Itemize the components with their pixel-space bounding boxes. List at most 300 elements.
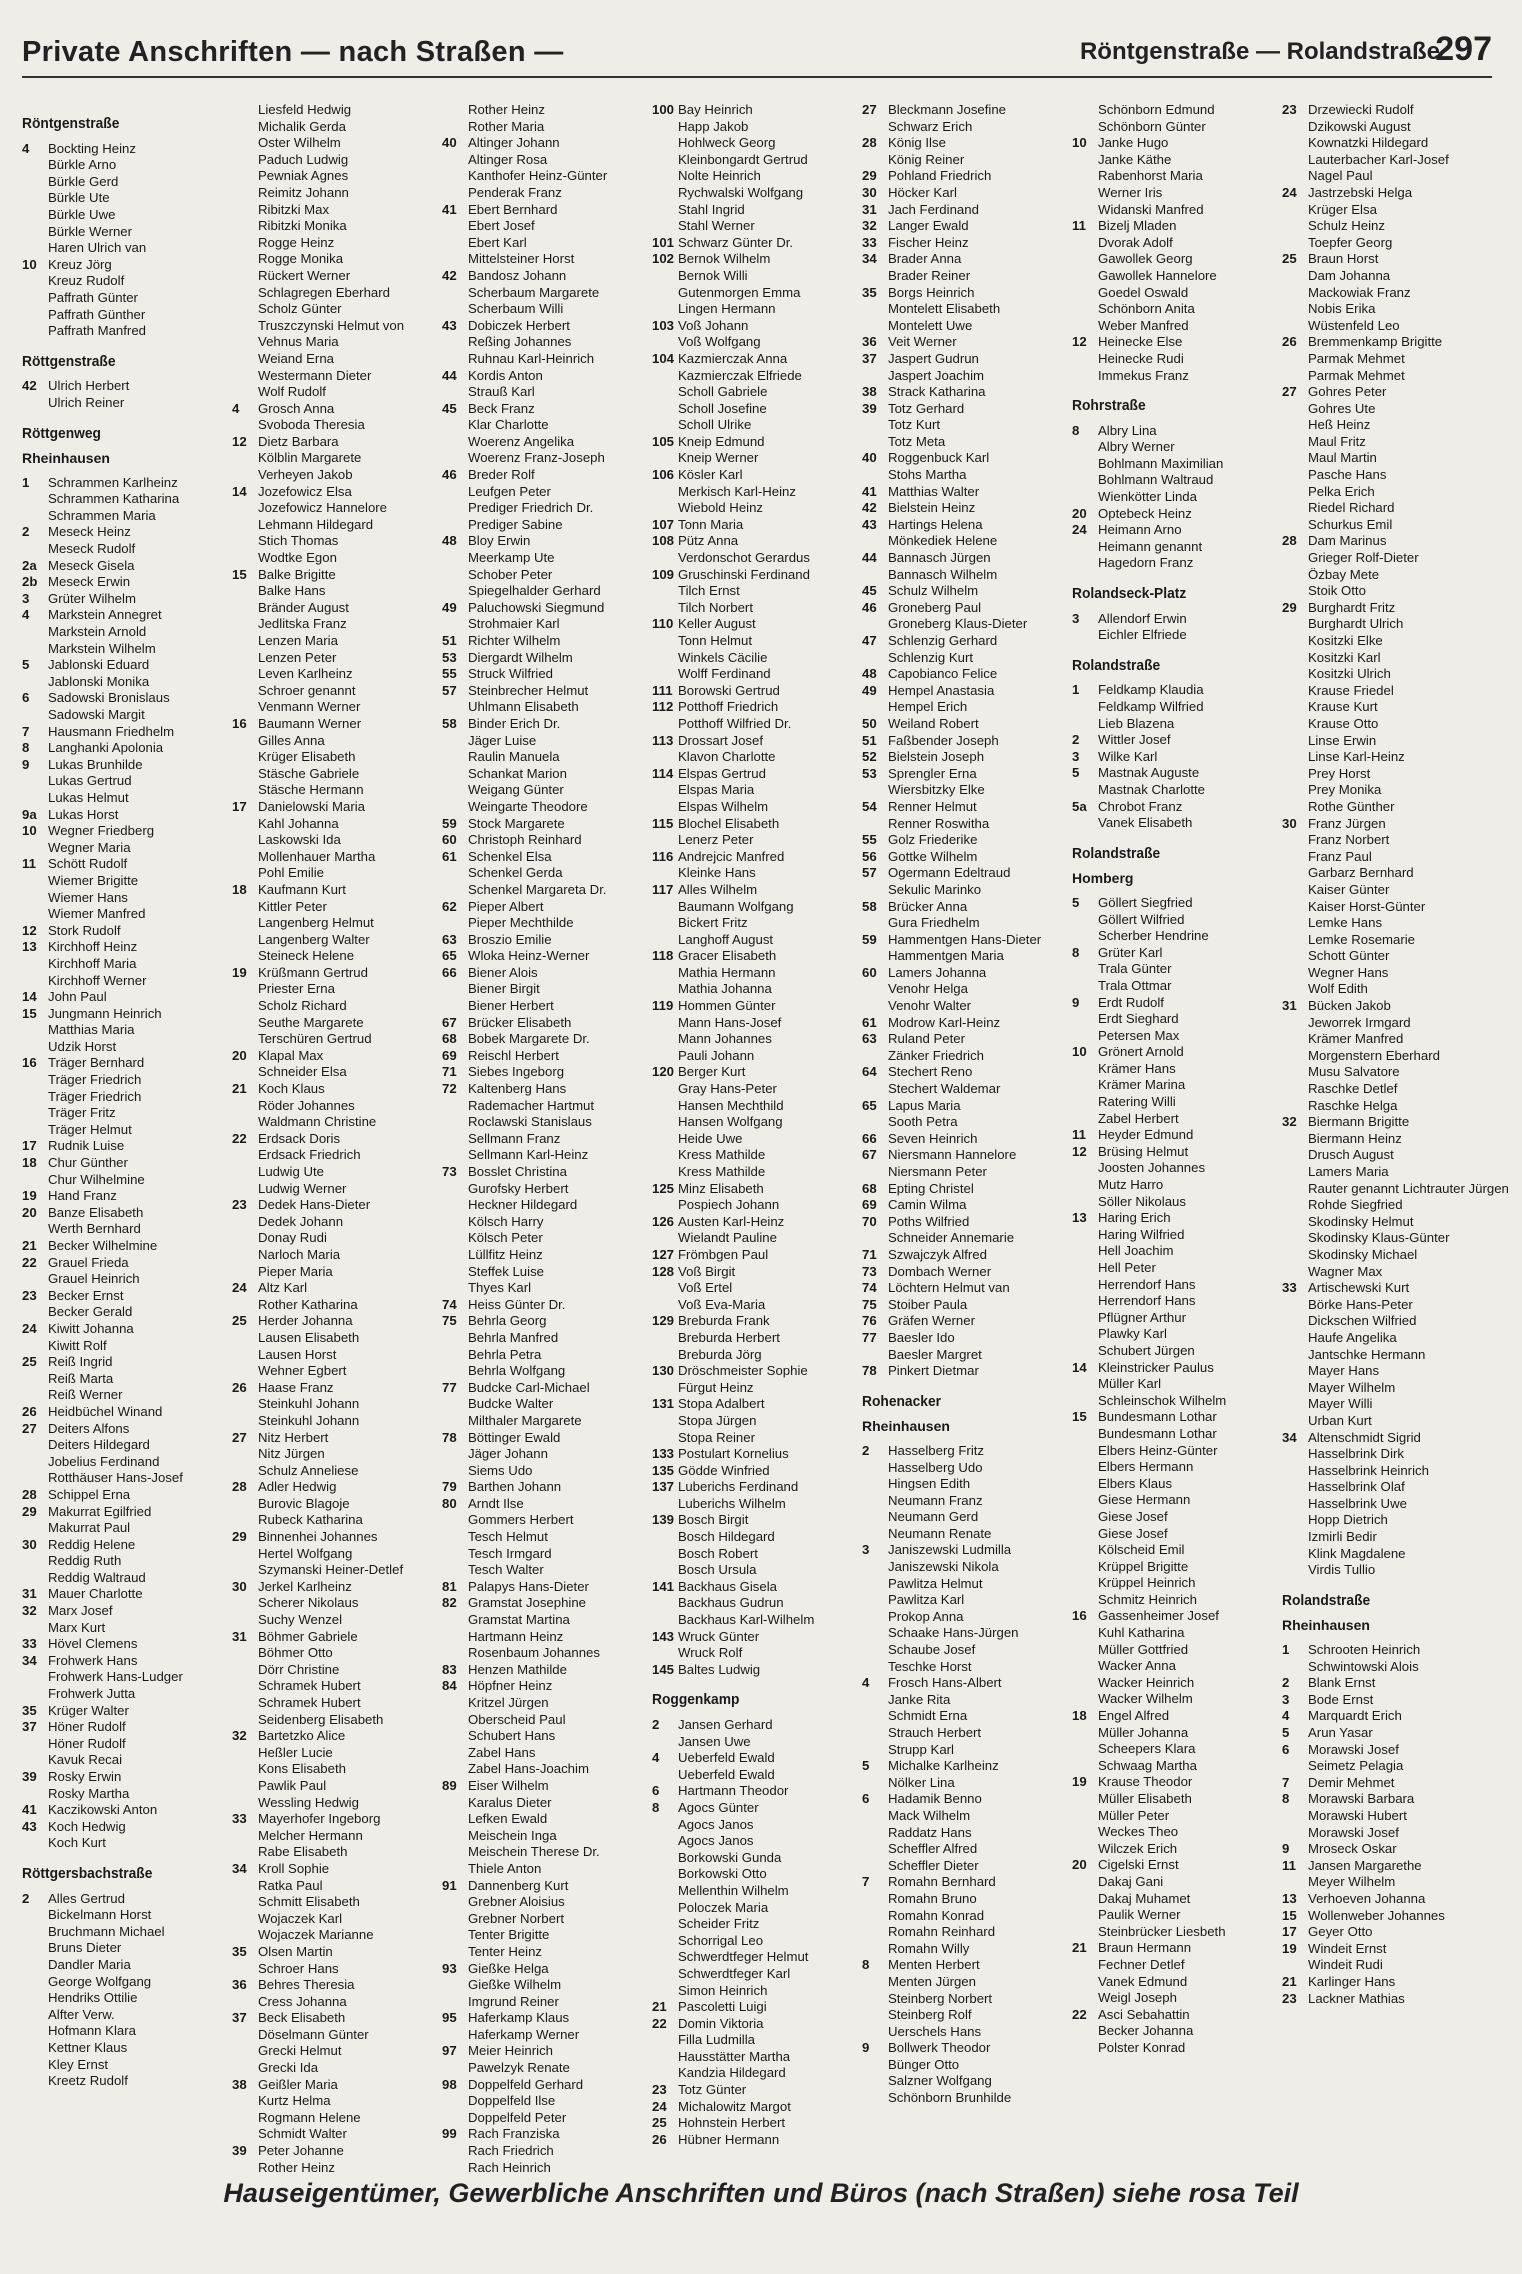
resident-name: Grecki Ida [258,2060,319,2076]
resident-name: Berger Kurt [678,1064,746,1080]
house-number: 24 [1072,522,1087,538]
resident-name: Erdsack Doris [258,1130,341,1146]
resident-entry [1072,1343,1272,1360]
house-number: 89 [442,1777,457,1793]
resident-name: Dakaj Gani [1098,1873,1164,1889]
resident-entry [652,1529,852,1546]
resident-name: Venohr Walter [888,998,972,1014]
resident-name: Haufe Angelika [1308,1329,1397,1345]
resident-name: Verheyen Jakob [258,467,353,483]
house-number: 97 [442,2043,457,2059]
resident-name: Pelka Erich [1308,483,1375,499]
resident-entry [232,500,432,517]
house-number: 114 [652,765,674,781]
resident-name: Kazmierczak Elfriede [678,367,802,383]
resident-entry [442,1114,642,1131]
house-number: 36 [862,334,877,350]
resident-name: Romahn Bernhard [888,1874,996,1890]
resident-name: Schulz Heinz [1308,218,1385,234]
resident-name: Maul Fritz [1308,433,1366,449]
resident-name: Koch Kurt [48,1835,106,1851]
resident-entry [232,268,432,285]
resident-entry [1072,2007,1272,2024]
resident-name: Meseck Erwin [48,574,131,590]
resident-entry [22,1072,222,1089]
resident-name: Langer Ewald [888,218,969,234]
resident-name: Ludwig Werner [258,1180,347,1196]
resident-entry [652,334,852,351]
resident-name: Breburda Frank [678,1313,770,1329]
resident-name: Grieger Rolf-Dieter [1308,550,1419,566]
resident-entry [862,749,1062,766]
resident-name: Schaube Josef [888,1642,976,1658]
resident-name: Haring Wilfried [1098,1226,1185,1242]
resident-entry [22,1404,222,1421]
resident-entry [1072,1376,1272,1393]
resident-name: Elspas Wilhelm [678,798,769,814]
resident-entry [232,434,432,451]
house-number: 21 [232,1081,247,1097]
resident-entry [862,1313,1062,1330]
resident-entry [1282,1064,1482,1081]
house-number: 69 [442,1047,457,1063]
resident-name: Jozefowicz Hannelore [258,500,388,516]
resident-name: Jach Ferdinand [888,201,979,217]
resident-name: Wruck Günter [678,1628,760,1644]
resident-entry [1282,899,1482,916]
resident-entry [442,1147,642,1164]
resident-entry [232,334,432,351]
resident-entry [232,1579,432,1596]
house-number: 13 [1282,1890,1297,1906]
resident-name: Tenter Heinz [468,1943,543,1959]
resident-entry [1072,102,1272,119]
resident-name: Rotthäuser Hans-Josef [48,1470,183,1486]
resident-name: Müller Johanna [1098,1724,1189,1740]
resident-name: Wehner Egbert [258,1363,347,1379]
house-number: 137 [652,1479,675,1495]
house-number: 39 [232,2143,247,2159]
resident-name: Kiwitt Rolf [48,1337,107,1353]
resident-name: Jobelius Ferdinand [48,1453,160,1469]
resident-entry [862,135,1062,152]
resident-entry [652,1114,852,1131]
resident-entry [652,2082,852,2099]
resident-name: Drzewiecki Rudolf [1308,102,1414,117]
resident-entry [232,1297,432,1314]
resident-name: Ratka Paul [258,1877,323,1893]
house-number: 59 [862,931,877,947]
resident-name: Morawski Josef [1308,1824,1399,1840]
resident-name: Dickschen Wilfried [1308,1313,1417,1329]
resident-name: Bloy Erwin [468,533,531,549]
resident-name: Simon Heinrich [678,1982,768,1998]
resident-entry [862,1526,1062,1543]
house-number: 53 [442,649,457,665]
resident-name: Balke Hans [258,583,326,599]
house-number: 110 [652,616,674,632]
resident-name: Rudnik Luise [48,1138,125,1154]
resident-name: Schroer genannt [258,682,356,698]
resident-name: Makurrat Egilfried [48,1503,152,1519]
resident-entry [22,790,222,807]
resident-name: Altz Karl [258,1280,308,1296]
house-number: 11 [1072,218,1086,234]
resident-name: Hausmann Friedhelm [48,723,175,739]
resident-name: Ribitzki Monika [258,218,347,234]
resident-name: Jantschke Hermann [1308,1346,1426,1362]
resident-entry [862,1197,1062,1214]
resident-entry [1072,1144,1272,1161]
resident-name: Wolf Edith [1308,981,1368,997]
resident-entry [22,1321,222,1338]
resident-name: Lausen Elisabeth [258,1329,360,1345]
resident-entry [1282,533,1482,550]
resident-entry [442,1795,642,1812]
house-number: 113 [652,732,674,748]
resident-entry [442,616,642,633]
resident-name: Scholl Gabriele [678,384,768,400]
resident-entry [1282,384,1482,401]
resident-entry [1282,1197,1482,1214]
resident-name: Schlenzig Kurt [888,649,974,665]
house-number: 4 [22,607,30,623]
resident-entry [652,1446,852,1463]
resident-name: Agocs Günter [678,1799,759,1815]
resident-entry [232,633,432,650]
resident-entry [1282,965,1482,982]
resident-name: Gray Hans-Peter [678,1081,777,1097]
house-number: 61 [862,1014,877,1030]
house-number: 6 [862,1791,870,1807]
resident-name: Haferkamp Klaus [468,2010,570,2026]
resident-name: Steinkuhl Johann [258,1412,360,1428]
resident-name: Wüstenfeld Leo [1308,317,1400,333]
resident-entry [232,1280,432,1297]
resident-entry [862,268,1062,285]
resident-name: Barthen Johann [468,1479,562,1495]
resident-name: Schwaag Martha [1098,1757,1197,1773]
resident-name: Özbay Mete [1308,566,1380,582]
resident-entry [1072,1542,1272,1559]
resident-entry [1282,666,1482,683]
resident-entry [1282,235,1482,252]
resident-entry [232,1147,432,1164]
resident-name: Jaspert Gudrun [888,350,979,366]
resident-entry [652,484,852,501]
resident-entry [442,1214,642,1231]
resident-name: Jablonski Monika [48,673,150,689]
resident-name: Schmidt Walter [258,2126,347,2142]
resident-name: Kleinke Hans [678,865,756,881]
resident-entry [442,1264,642,1281]
resident-name: Grüter Karl [1098,944,1163,960]
resident-name: Schubert Hans [468,1728,556,1744]
resident-entry [1072,168,1272,185]
resident-name: Giese Josef [1098,1525,1168,1541]
resident-entry [442,2010,642,2027]
resident-name: Strupp Karl [888,1741,954,1757]
resident-name: Scherber Hendrine [1098,928,1209,944]
resident-name: Heinecke Else [1098,334,1183,350]
resident-entry [1072,1127,1272,1144]
resident-entry [22,1138,222,1155]
resident-entry [22,1304,222,1321]
resident-entry [442,1562,642,1579]
resident-name: Mathia Johanna [678,981,772,997]
resident-entry [652,1264,852,1281]
resident-name: Kreuz Rudolf [48,273,125,289]
street-heading: Röttgenstraße [22,352,116,370]
house-number: 125 [652,1180,675,1196]
resident-entry [442,135,642,152]
house-number: 34 [232,1860,247,1876]
resident-entry [442,1529,642,1546]
resident-name: Grönert Arnold [1098,1044,1184,1060]
resident-entry [1282,1330,1482,1347]
resident-entry [1282,1675,1482,1692]
resident-entry [232,1363,432,1380]
house-number: 27 [1282,384,1297,400]
resident-name: Keller August [678,616,756,632]
resident-name: Vehnus Maria [258,334,339,350]
resident-name: Frosch Hans-Albert [888,1675,1002,1691]
resident-name: Richter Wilhelm [468,633,561,648]
resident-entry [442,1861,642,1878]
resident-entry [442,1131,642,1148]
resident-name: Marx Kurt [48,1619,106,1635]
resident-name: Poths Wilfried [888,1213,970,1229]
resident-name: Grüter Wilhelm [48,590,136,606]
house-number: 31 [22,1586,37,1602]
resident-entry [232,716,432,733]
resident-entry [22,307,222,324]
resident-entry [652,1817,852,1834]
house-number: 4 [22,140,30,156]
resident-name: Hempel Erich [888,699,968,715]
resident-entry [232,417,432,434]
resident-entry [652,1546,852,1563]
resident-entry [652,1496,852,1513]
resident-name: Hasselberg Fritz [888,1442,985,1458]
house-number: 2 [1282,1675,1290,1691]
resident-entry [1282,882,1482,899]
resident-entry [862,1181,1062,1198]
resident-name: Wloka Heinz-Werner [468,948,590,964]
resident-name: Träger Helmut [48,1121,132,1137]
resident-name: Bosch Birgit [678,1512,749,1528]
resident-entry [442,832,642,849]
resident-entry [862,583,1062,600]
resident-name: Krämer Manfred [1308,1031,1404,1047]
resident-entry [1072,539,1272,556]
resident-entry [1282,1991,1482,2008]
resident-name: Kneip Edmund [678,433,765,449]
house-number: 73 [862,1263,877,1279]
resident-name: Pütz Anna [678,533,739,549]
resident-entry [232,1961,432,1978]
resident-name: Raschke Helga [1308,1097,1398,1113]
house-number: 66 [862,1130,877,1146]
resident-name: Schmitt Elisabeth [258,1894,360,1910]
resident-entry [862,915,1062,932]
house-number: 46 [442,467,457,483]
resident-entry [442,1247,642,1264]
resident-entry [1282,1446,1482,1463]
resident-name: Gutenmorgen Emma [678,284,801,300]
resident-name: Totz Kurt [888,417,941,433]
resident-entry [1072,456,1272,473]
resident-entry [442,351,642,368]
resident-entry [652,1230,852,1247]
resident-name: Pospiech Johann [678,1197,780,1213]
resident-name: Narloch Maria [258,1246,341,1262]
resident-entry [232,998,432,1015]
house-number: 30 [232,1578,247,1594]
resident-name: Wegner Friedberg [48,823,155,839]
resident-entry [22,1570,222,1587]
resident-name: Krüger Elisabeth [258,749,356,765]
resident-name: Stahl Werner [678,218,755,234]
resident-name: König Reiner [888,151,965,167]
resident-name: Kreuz Jörg [48,256,112,272]
resident-name: Backhaus Gisela [678,1578,777,1594]
house-number: 74 [442,1296,457,1312]
resident-entry [1282,1941,1482,1958]
resident-entry [862,1048,1062,1065]
resident-name: Binder Erich Dr. [468,715,561,731]
house-number: 38 [862,384,877,400]
house-number: 40 [862,450,877,466]
resident-entry [1072,1260,1272,1277]
resident-name: Pflügner Arthur [1098,1309,1186,1325]
resident-name: Wojaczek Karl [258,1910,343,1926]
resident-name: Nobis Erika [1308,301,1376,317]
resident-name: Rohde Siegfried [1308,1197,1403,1213]
house-number: 129 [652,1313,675,1329]
resident-name: Ulrich Reiner [48,394,125,410]
resident-entry [442,517,642,534]
resident-name: Diergardt Wilhelm [468,649,573,665]
resident-name: Kirchhoff Heinz [48,939,138,955]
resident-entry [22,1089,222,1106]
house-number: 8 [1072,944,1080,960]
resident-name: Sellmann Franz [468,1130,561,1146]
house-number: 43 [22,1818,37,1834]
resident-name: Werner Iris [1098,184,1163,200]
resident-name: Cigelski Ernst [1098,1857,1179,1873]
resident-name: Potthoff Wilfried Dr. [678,715,792,731]
resident-name: Morgenstern Eberhard [1308,1047,1440,1063]
resident-entry [232,467,432,484]
resident-name: Gawollek Georg [1098,251,1193,267]
resident-name: Liesfeld Hedwig [258,102,352,117]
resident-entry [22,1371,222,1388]
resident-entry [1282,434,1482,451]
resident-entry [1282,600,1482,617]
resident-entry [862,600,1062,617]
resident-name: Börke Hans-Peter [1308,1296,1413,1312]
resident-name: Schwarz Erich [888,118,973,134]
resident-name: Verhoeven Johanna [1308,1890,1426,1906]
resident-entry [232,1811,432,1828]
resident-entry [862,1675,1062,1692]
resident-entry [22,973,222,990]
resident-entry [22,1974,222,1991]
resident-name: Wacker Heinrich [1098,1674,1195,1690]
resident-name: Steinberg Rolf [888,2007,972,2023]
resident-name: Gohres Ute [1308,400,1376,416]
resident-name: Lamers Johanna [888,964,987,980]
resident-name: Pasche Hans [1308,467,1387,483]
resident-entry [232,384,432,401]
resident-name: Dzikowski August [1308,118,1411,134]
resident-name: Bernok Wilhelm [678,251,771,267]
house-number: 103 [652,317,675,333]
resident-entry [652,1800,852,1817]
house-number: 83 [442,1661,457,1677]
resident-name: Dvorak Adolf [1098,234,1173,250]
resident-entry [232,351,432,368]
resident-name: Petersen Max [1098,1027,1180,1043]
resident-entry [22,1205,222,1222]
resident-name: Herrendorf Hans [1098,1276,1196,1292]
resident-entry [22,2040,222,2057]
resident-name: Blochel Elisabeth [678,815,780,831]
resident-entry [232,235,432,252]
resident-entry [652,1430,852,1447]
house-number: 19 [232,964,247,980]
resident-entry [442,1579,642,1596]
resident-entry [1072,135,1272,152]
resident-entry [1282,135,1482,152]
street-heading: Rohenacker [862,1392,942,1410]
resident-name: Bremmenkamp Brigitte [1308,334,1443,350]
resident-name: Seuthe Margarete [258,1014,364,1030]
resident-name: Böhmer Otto [258,1645,333,1661]
resident-name: Erdsack Friedrich [258,1147,361,1163]
resident-name: Bannasch Wilhelm [888,566,998,582]
resident-entry [1072,1791,1272,1808]
resident-entry [1282,981,1482,998]
resident-name: Jozefowicz Elsa [258,483,352,499]
resident-entry [22,2057,222,2074]
resident-name: Strack Katharina [888,384,986,400]
resident-name: Lapus Maria [888,1097,961,1113]
resident-entry [22,1454,222,1471]
resident-name: Pawlik Paul [258,1777,327,1793]
resident-entry [1072,995,1272,1012]
resident-name: Tilch Ernst [678,583,740,599]
resident-name: Winkels Cäcilie [678,649,768,665]
resident-name: Drossart Josef [678,732,764,748]
resident-entry [862,666,1062,683]
resident-entry [1072,1691,1272,1708]
resident-name: Rauter genannt Lichtrauter Jürgen [1308,1180,1509,1196]
resident-name: Scherbaum Margarete [468,284,600,300]
house-number: 28 [232,1479,247,1495]
resident-name: Wilczek Erich [1098,1840,1178,1856]
resident-entry [1282,1396,1482,1413]
resident-name: Meseck Rudolf [48,541,136,557]
resident-name: Mathia Hermann [678,964,776,980]
resident-entry [862,1576,1062,1593]
resident-entry [652,2065,852,2082]
house-number: 55 [442,666,457,682]
resident-name: Brücker Anna [888,898,968,914]
resident-name: Palapys Hans-Dieter [468,1578,589,1594]
house-number: 26 [232,1379,247,1395]
